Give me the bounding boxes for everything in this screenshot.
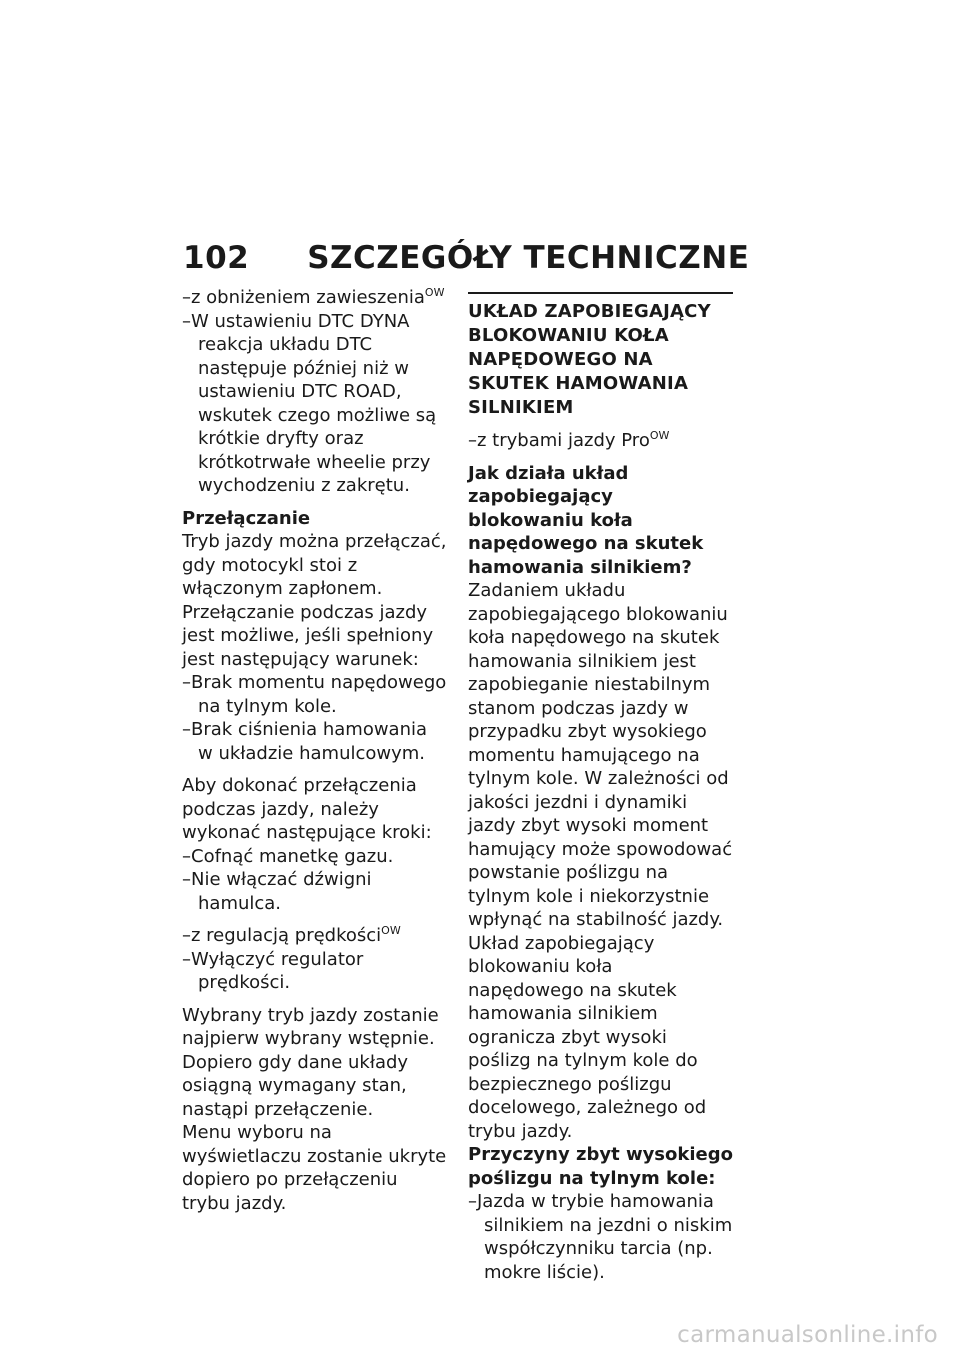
page-number: 102 [183, 240, 250, 276]
left-column [182, 286, 447, 1215]
list-item: –Brak ciśnienia hamowania w układzie hamulcowym. [182, 719, 428, 764]
paragraph: Wybrany tryb jazdy zostanie najpierw wybrany wstępnie. Dopiero gdy dane układy osiągną wymagany stan, nastąpi przełączenie. [182, 1004, 439, 1120]
subheading: Jak działa układ zapobiegający blokowaniu koła napędowego na skutek hamowania silnikiem? [468, 462, 704, 578]
right-column [468, 286, 733, 1284]
paragraph: Zadaniem układu zapobiegającego blokowaniu koła napędowego na skutek hamowania silnikiem jest zapobieganie niestabilnym stanom podczas jazdy w przypadku zbyt wysokiego momentu hamującego na tylnym kole. W zależności od jakości jezdni i dynamiki jazdy zbyt wysoki moment hamujący może spowodować powstanie poślizgu na tylnym kole i niekorzystnie wpłynąć na stabilność jazdy. Układ zapobiegający blokowaniu koła napędowego na skutek hamowania silnikiem ogranicza zbyt wysoki poślizg na tylnym kole do bezpiecznego poślizgu docelowego, zależnego od trybu jazdy. [468, 580, 733, 1142]
watermark: carmanualsonline.info [677, 1322, 938, 1348]
page-title: SZCZEGÓŁY TECHNICZNE [307, 240, 750, 276]
list-item: –Brak momentu napędowego na tylnym kole. [182, 672, 447, 717]
paragraph: Tryb jazdy można przełączać, gdy motocykl stoi z włączonym zapłonem. Przełączanie podczas jazdy jest możliwe, jeśli spełniony jest następujący warunek: [182, 531, 447, 670]
paragraph: Aby dokonać przełączenia podczas jazdy, należy wykonać następujące kroki: [182, 775, 432, 843]
list-item: –z obniżeniem zawieszenia$^{OW}$ [182, 286, 445, 308]
list-item: –z regulacją prędkości$^{OW}$ [182, 924, 401, 946]
list-item: –Nie włączać dźwigni hamulca. [182, 869, 372, 914]
list-item: –z trybami jazdy Pro$^{OW}$ [468, 429, 670, 451]
subheading: Przyczyny zbyt wysokiego poślizgu na tylnym kole: [468, 1144, 733, 1189]
subheading: Przełączanie [182, 507, 311, 529]
list-item: –Cofnąć manetkę gazu. [182, 845, 394, 867]
list-item: –Jazda w trybie hamowania silnikiem na jezdni o niskim współczynniku tarcia (np. mokre liście). [468, 1191, 733, 1283]
list-item: –Wyłączyć regulator prędkości. [182, 948, 364, 993]
paragraph: Menu wyboru na wyświetlaczu zostanie ukryte dopiero po przełączeniu trybu jazdy. [182, 1122, 447, 1214]
page-header [183, 240, 749, 276]
list-item: –W ustawieniu DTC DYNA reakcja układu DTC następuje później niż w ustawieniu DTC ROAD, wskutek czego możliwe są krótkie dryfty oraz krótkotrwałe wheelie przy wychodzeniu z zakrętu. [182, 310, 437, 496]
section-title: UKŁAD ZAPOBIEGAJĄCY BLOKOWANIU KOŁA NAPĘDOWEGO NA SKUTEK HAMOWANIA SILNIKIEM [468, 292, 733, 420]
